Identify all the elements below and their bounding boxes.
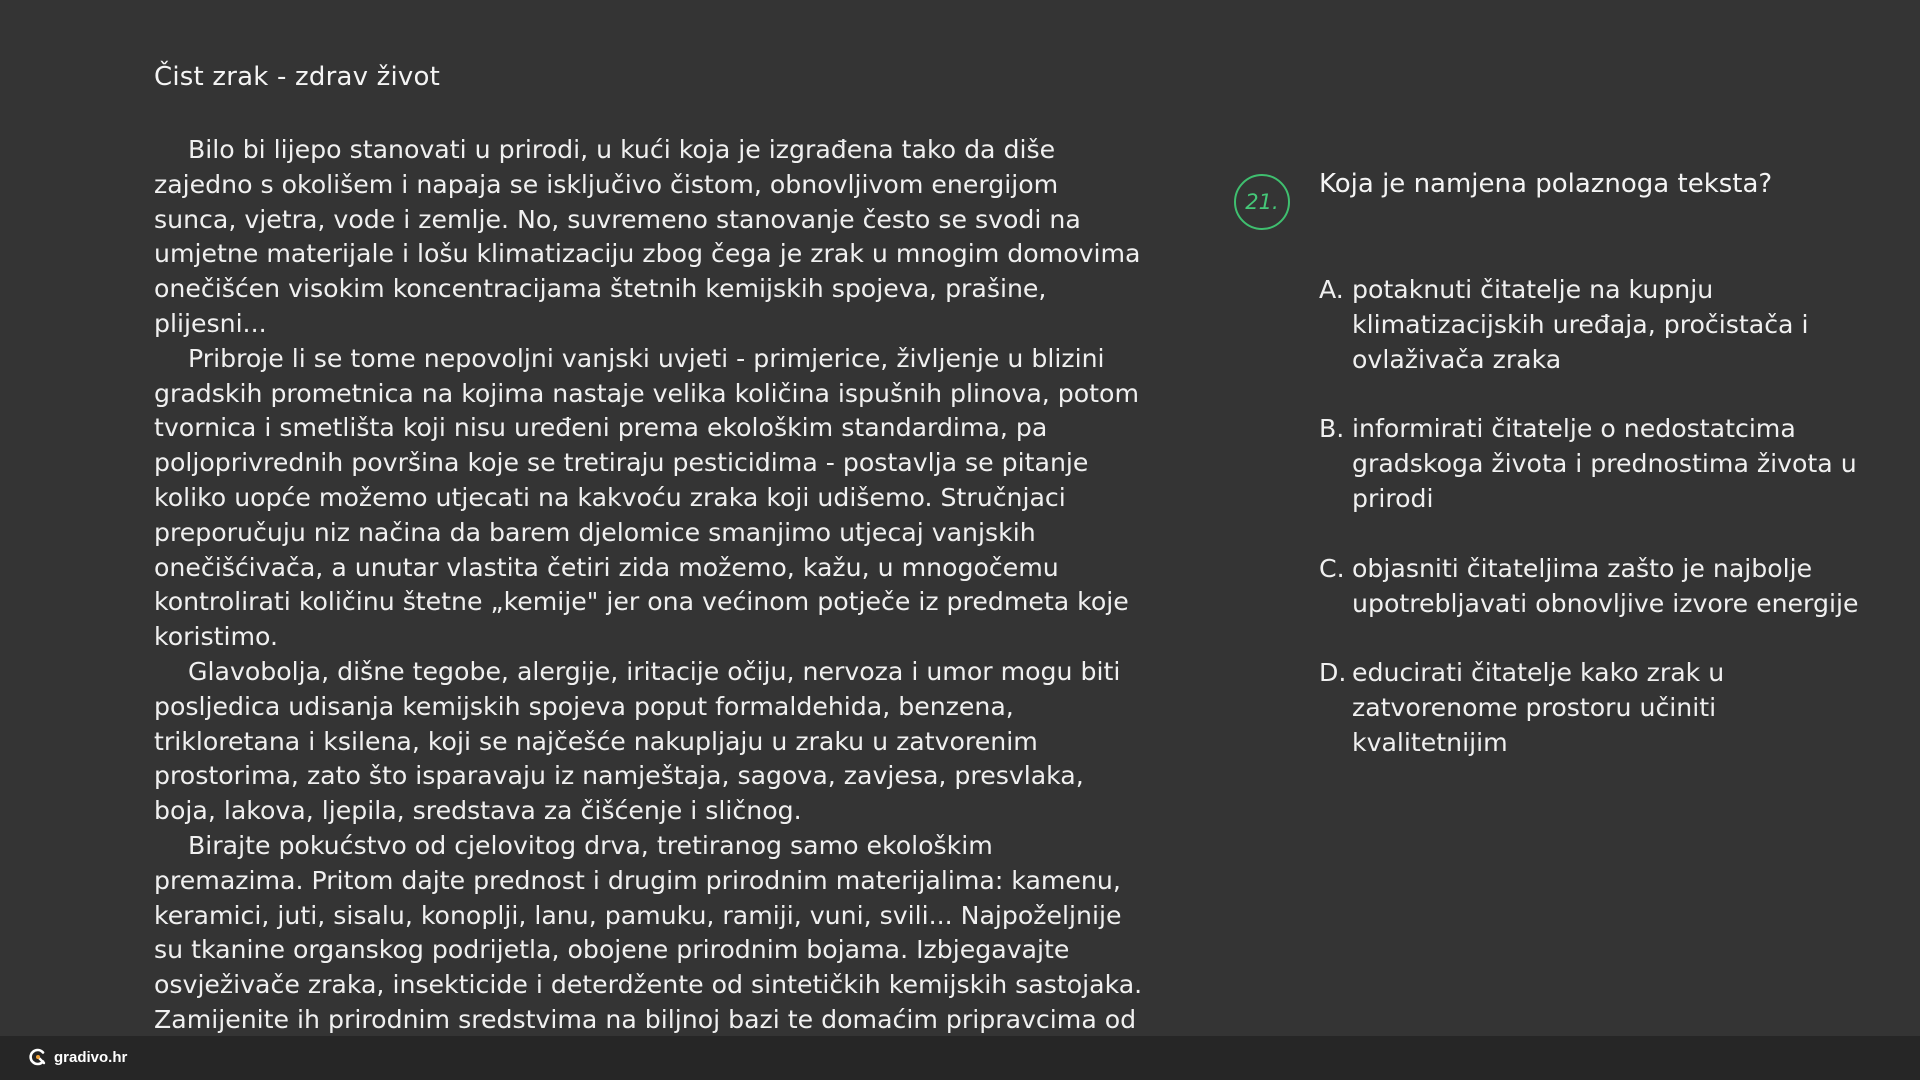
text-title: Čist zrak - zdrav život — [154, 62, 441, 92]
answer-letter: D. — [1319, 658, 1347, 688]
footer-bar — [0, 1036, 1920, 1080]
answer-text: informirati čitatelje o nedostatcima gradskoga života i prednostima života u prirodi — [1352, 414, 1857, 513]
answer-text: educirati čitatelje kako zrak u zatvorenome prostoru učiniti kvalitetnijim — [1352, 658, 1725, 757]
answer-letter: A. — [1319, 275, 1344, 304]
paragraph: Pribroje li se tome nepovoljni vanjski uvjeti - primjerice, življenje u blizini gradskih prometnica na kojima nastaje velika količina ispušnih plinova, potom tvornica i smetlišta koji nisu uređeni prema ekološkim standardima, pa poljoprivrednih površina koje se tretiraju pesticidima - postavlja se pitanje koliko uopće možemo utjecati na kakvoću zraka koji udišemo. Stručnjaci preporučuju niz načina da barem djelomice smanjimo utjecaj vanjskih onečišćivača, a unutar vlastita četiri zida možemo, kažu, u mnogočemu kontrolirati količinu štetne „kemije" jer ona većinom potječe iz predmeta koje koristimo. — [154, 343, 1139, 652]
answer-text: potaknuti čitatelje na kupnju klimatizacijskih uređaja, pročistača i ovlaživača zraka — [1352, 275, 1809, 374]
answer-option-a[interactable] — [1319, 273, 1879, 377]
answer-options — [1319, 273, 1879, 796]
answer-option-b[interactable] — [1319, 412, 1879, 516]
paragraph: Glavobolja, dišne tegobe, alergije, iritacije očiju, nervoza i umor mogu biti posljedica udisanja kemijskih spojeva poput formaldehida, benzena, trikloretana i ksilena, koji se najčešće nakupljaju u zraku u zatvorenim prostorima, zato što isparavaju iz namještaja, sagova, zavjesa, presvlaka, boja, lakova, ljepila, sredstava za čišćenje i sličnog. — [154, 656, 1121, 826]
question-text: Koja je namjena polaznoga teksta? — [1319, 169, 1773, 199]
answer-letter: C. — [1319, 553, 1345, 583]
paragraph: Birajte pokućstvo od cjelovitog drva, tretiranog samo ekološkim premazima. Pritom dajte prednost i drugim prirodnim materijalima: kamenu, keramici, juti, sisalu, konoplji, lanu, pamuku, ramiji, vuni, svili... Najpoželjnije su tkanine organskog podrijetla, obojene prirodnim bojama. Izbjegavajte osvježivače zraka, insekticide i deterdžente od sintetičkih kemijskih sastojaka. Zamijenite ih prirodnim sredstvima na biljnoj bazi te domaćim pripravcima od — [154, 830, 1143, 1034]
answer-option-c[interactable] — [1319, 552, 1879, 622]
answer-text: objasniti čitateljima zašto je najbolje upotrebljavati obnovljive izvore energije — [1352, 553, 1859, 618]
source-text — [154, 133, 1144, 1073]
gradivo-logo-icon — [28, 1047, 48, 1067]
question-number: 21. — [1245, 190, 1279, 214]
brand-name: gradivo.hr — [54, 1048, 128, 1066]
brand-logo[interactable] — [28, 1047, 127, 1067]
paragraph: Bilo bi lijepo stanovati u prirodi, u kući koja je izgrađena tako da diše zajedno s okolišem i napaja se isključivo čistom, obnovljivom energijom sunca, vjetra, vode i zemlje. No, suvremeno stanovanje često se svodi na umjetne materijale i lošu klimatizaciju zbog čega je zrak u mnogim domovima onečišćen visokim koncentracijama štetnih kemijskih spojeva, prašine, plijesni... — [154, 135, 1141, 338]
answer-option-d[interactable] — [1319, 656, 1879, 760]
question-number-badge — [1234, 174, 1290, 230]
answer-letter: B. — [1319, 414, 1345, 444]
